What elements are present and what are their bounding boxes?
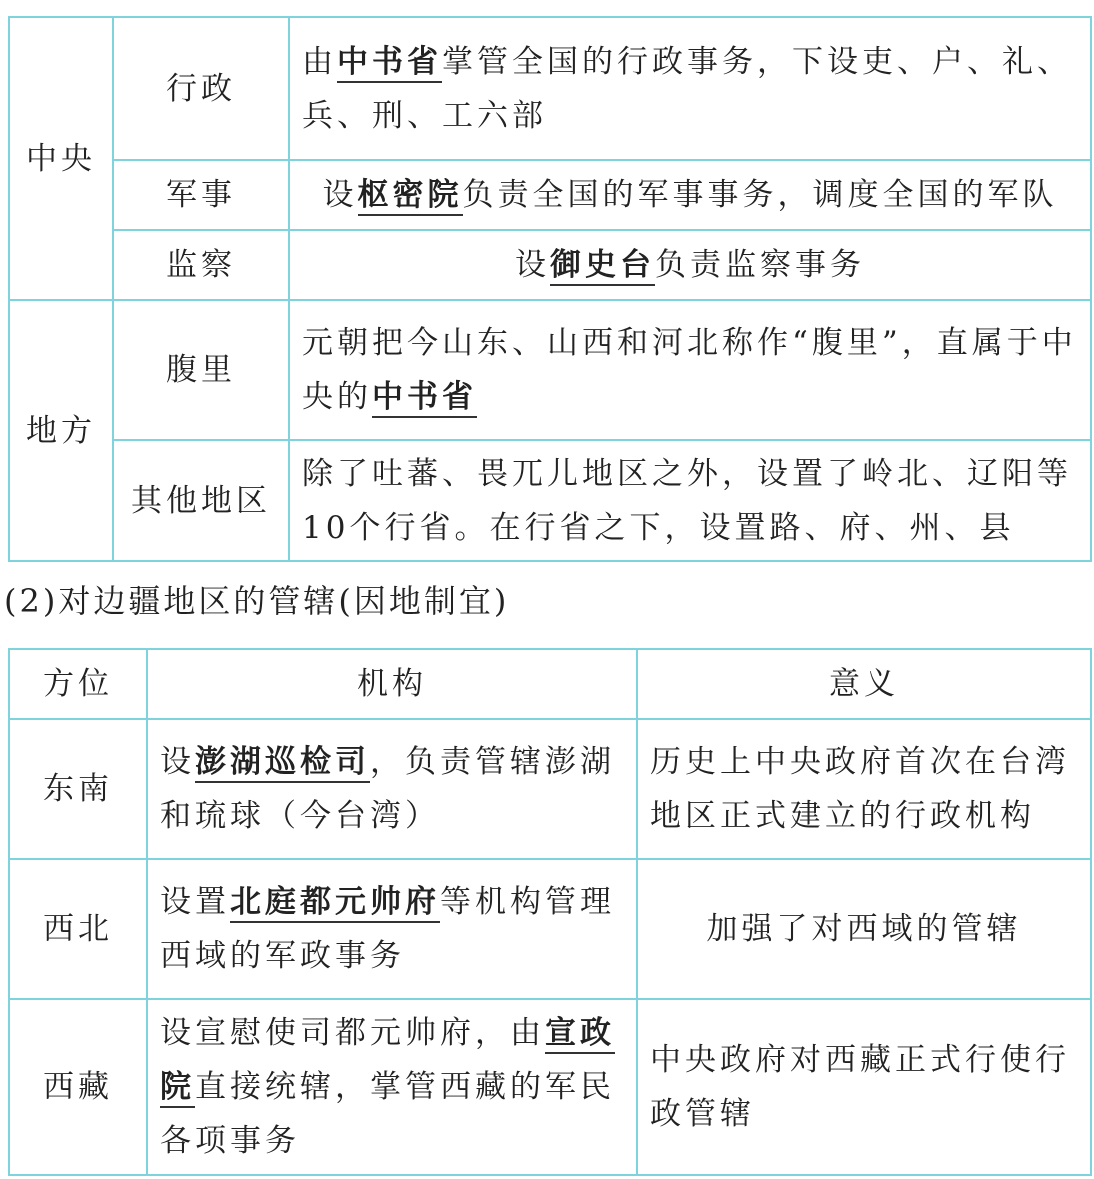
direction-southeast: 东南 (9, 719, 147, 859)
central-label: 中央 (9, 17, 113, 300)
highlight-term: 澎湖巡检司 (195, 744, 370, 783)
highlight-term: 御史台 (550, 247, 655, 286)
direction-northwest: 西北 (9, 859, 147, 999)
row-label-military: 军事 (113, 160, 289, 230)
section-subtitle: (2)对边疆地区的管辖(因地制宜) (4, 582, 510, 620)
highlight-term: 枢密院 (358, 177, 463, 216)
row-content-military: 设枢密院负责全国的军事事务，调度全国的军队 (289, 160, 1091, 230)
header-direction: 方位 (9, 649, 147, 719)
row-label-fuli: 腹里 (113, 300, 289, 440)
row-label-supervision: 监察 (113, 230, 289, 300)
highlight-term: 宣政院 (160, 1015, 615, 1108)
highlight-term: 中书省 (337, 44, 442, 83)
institution-northwest: 设置北庭都元帅府等机构管理西域的军政事务 (147, 859, 637, 999)
frontier-table (8, 648, 1092, 1176)
row-content-other: 除了吐蕃、畏兀儿地区之外，设置了岭北、辽阳等10个行省。在行省之下，设置路、府、州、县 (289, 440, 1091, 561)
row-label-other: 其他地区 (113, 440, 289, 561)
institution-southeast: 设澎湖巡检司，负责管辖澎湖和琉球（今台湾） (147, 719, 637, 859)
row-content-admin: 由中书省掌管全国的行政事务，下设吏、户、礼、兵、刑、工六部 (289, 17, 1091, 160)
row-content-fuli: 元朝把今山东、山西和河北称作“腹里”，直属于中央的中书省 (289, 300, 1091, 440)
local-label: 地方 (9, 300, 113, 561)
row-label-admin: 行政 (113, 17, 289, 160)
institution-tibet: 设宣慰使司都元帅府，由宣政院直接统辖，掌管西藏的军民各项事务 (147, 999, 637, 1175)
header-significance: 意义 (637, 649, 1091, 719)
direction-tibet: 西藏 (9, 999, 147, 1175)
significance-southeast: 历史上中央政府首次在台湾地区正式建立的行政机构 (637, 719, 1091, 859)
row-content-supervision: 设御史台负责监察事务 (289, 230, 1091, 300)
significance-northwest: 加强了对西域的管辖 (637, 859, 1091, 999)
significance-tibet: 中央政府对西藏正式行使行政管辖 (637, 999, 1091, 1175)
header-institution: 机构 (147, 649, 637, 719)
central-local-table (8, 16, 1092, 562)
highlight-term: 北庭都元帅府 (230, 884, 440, 923)
highlight-term: 中书省 (372, 379, 477, 418)
